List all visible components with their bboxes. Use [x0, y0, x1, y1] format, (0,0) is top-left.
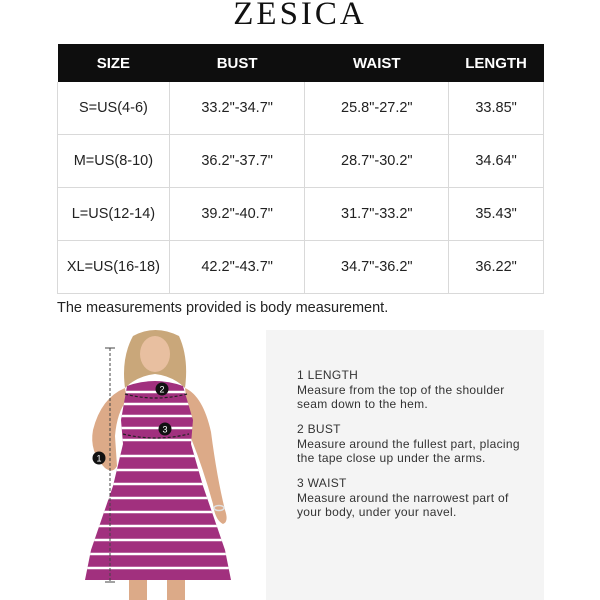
cell-length: 35.43"	[449, 188, 544, 241]
marker-bust	[156, 383, 169, 396]
header-waist: WAIST	[305, 44, 449, 82]
guide-line: Measure around the fullest part, placing	[297, 436, 520, 451]
table-row	[58, 135, 544, 188]
svg-text:2: 2	[159, 384, 165, 395]
cell-bust: 39.2"-40.7"	[169, 188, 305, 241]
cell-size: L=US(12-14)	[58, 188, 170, 241]
measurement-note: The measurements provided is body measurement.	[57, 300, 389, 316]
cell-waist: 31.7"-33.2"	[305, 188, 449, 241]
guide-bust	[297, 422, 520, 466]
guide-line: seam down to the hem.	[297, 397, 429, 411]
cell-waist: 34.7"-36.2"	[305, 241, 449, 294]
measurement-guide-panel	[266, 330, 544, 600]
cell-length: 36.22"	[449, 241, 544, 294]
marker-length	[93, 452, 106, 465]
guide-title: 3 WAIST	[297, 476, 347, 490]
table-header-row	[58, 44, 544, 82]
guide-line: the tape close up under the arms.	[297, 451, 486, 465]
model-illustration	[55, 328, 260, 600]
cell-bust: 33.2"-34.7"	[169, 82, 305, 135]
size-chart-table	[57, 44, 544, 294]
table-row	[58, 241, 544, 294]
cell-length: 33.85"	[449, 82, 544, 135]
cell-bust: 42.2"-43.7"	[169, 241, 305, 294]
cell-waist: 28.7"-30.2"	[305, 135, 449, 188]
cell-size: S=US(4-6)	[58, 82, 170, 135]
guide-line: Measure from the top of the shoulder	[297, 382, 505, 397]
table-row	[58, 188, 544, 241]
guide-title: 1 LENGTH	[297, 368, 359, 382]
brand-logo: ZESICA	[233, 0, 367, 32]
guide-title: 2 BUST	[297, 422, 341, 436]
guide-length	[297, 368, 505, 412]
svg-text:1: 1	[96, 453, 102, 464]
cell-size: XL=US(16-18)	[58, 241, 170, 294]
header-size: SIZE	[58, 44, 170, 82]
marker-waist	[159, 423, 172, 436]
svg-text:3: 3	[162, 424, 168, 435]
guide-waist	[297, 476, 509, 520]
header-length: LENGTH	[449, 44, 544, 82]
table-row	[58, 82, 544, 135]
guide-line: your body, under your navel.	[297, 505, 457, 519]
cell-size: M=US(8-10)	[58, 135, 170, 188]
cell-bust: 36.2"-37.7"	[169, 135, 305, 188]
header-bust: BUST	[169, 44, 305, 82]
cell-waist: 25.8"-27.2"	[305, 82, 449, 135]
cell-length: 34.64"	[449, 135, 544, 188]
guide-line: Measure around the narrowest part of	[297, 490, 509, 505]
